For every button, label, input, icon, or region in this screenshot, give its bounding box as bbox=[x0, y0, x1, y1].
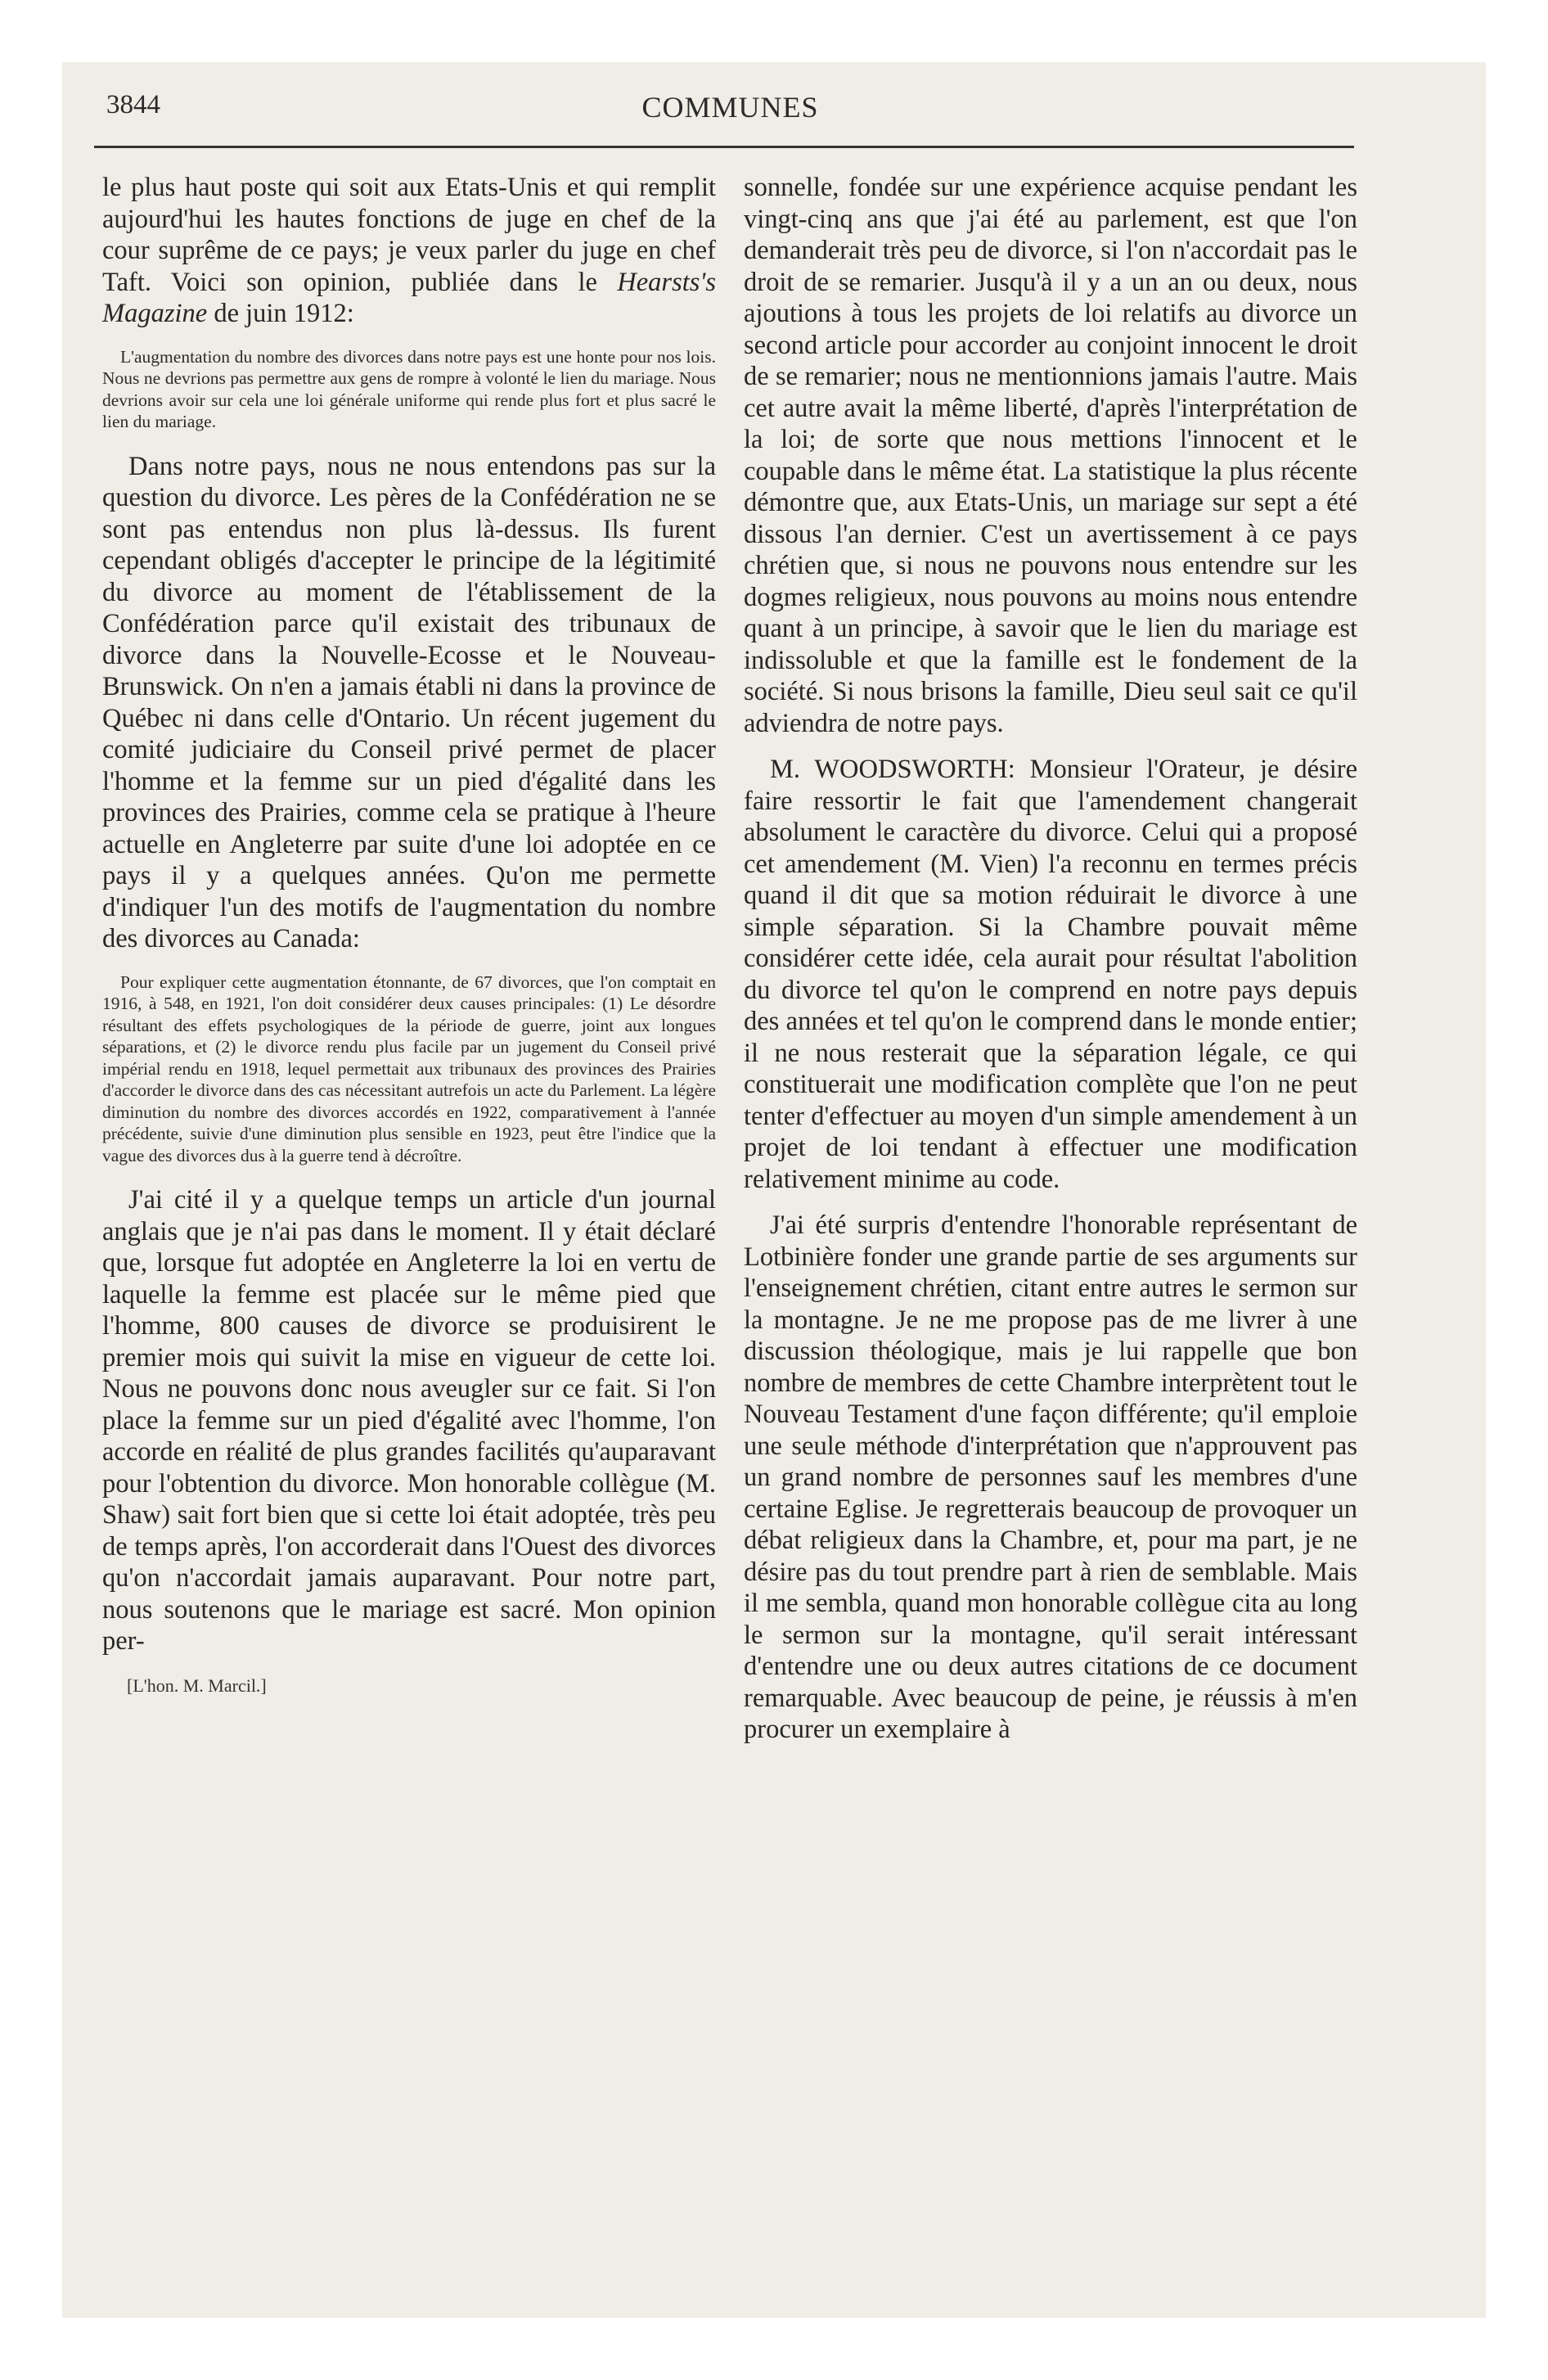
page-number: 3844 bbox=[106, 90, 160, 119]
left-column bbox=[102, 172, 716, 1697]
left-paragraph-1-text: le plus haut poste qui soit aux Etats-Unis et qui remplit aujourd'hui les hautes fonctions de juge en chef de la cour suprême de ce pays; je veux parler du juge en chef Taft. Voici son opinion, publiée dans le bbox=[102, 173, 716, 297]
speaker-footnote: [L'hon. M. Marcil.] bbox=[127, 1675, 267, 1696]
left-paragraph-2: Dans notre pays, nous ne nous entendons pas sur la question du divorce. Les pères de la Confédération ne se sont pas entendus non plus là-dessus. Ils furent cependant obligés d'accepter le principe de la légitimité du divorce au moment de l'établissement de la Confédération parce qu'il existait des tribunaux de divorce dans la Nouvelle-Ecosse et le Nouveau-Brunswick. On n'en a jamais établi ni dans la province de Québec ni dans celle d'Ontario. Un récent jugement du comité judiciaire du Conseil privé permet de placer l'homme et la femme sur un pied d'égalité dans les provinces des Prairies, comme cela se pratique à l'heure actuelle en Angleterre par suite d'une loi adoptée en ce pays il y a quelques années. Qu'on me permette d'indiquer l'un des motifs de l'augmentation du nombre des divorces au Canada: bbox=[102, 451, 716, 953]
right-paragraph-3: J'ai été surpris d'entendre l'honorable représentant de Lotbinière fonder une grande partie de ses arguments sur l'enseignement chrétien, citant entre autres le sermon sur la montagne. Je ne me propose pas de me livrer à une discussion théologique, mais je lui rappelle que bon nombre de membres de cette Chambre interprètent tout le Nouveau Testament d'une façon différente; qu'il emploie une seule méthode d'interprétation que n'approuvent pas un grand nombre de personnes sauf les membres d'une certaine Eglise. Je regretterais beaucoup de provoquer un débat religieux dans la Chambre, et, pour ma part, je ne désire pas du tout prendre part à rien de semblable. Mais il me sembla, quand mon honorable collègue cita au long le sermon sur la montagne, qu'il serait intéressant d'entendre une ou deux autres citations de ce document remarquable. Avec beaucoup de peine, je réussis à m'en procurer un exemplaire à bbox=[744, 1210, 1357, 1744]
page-header bbox=[106, 90, 1354, 139]
left-paragraph-1 bbox=[102, 172, 716, 330]
left-paragraph-1-end: de juin 1912: bbox=[207, 299, 354, 328]
running-title: COMMUNES bbox=[641, 91, 819, 124]
right-paragraph-1: sonnelle, fondée sur une expérience acquise pendant les vingt-cinq ans que j'ai été au parlement, est que l'on demanderait très peu de divorce, si l'on n'accordait pas le droit de se remarier. Jusqu'à il y a un an ou deux, nous ajoutions à tous les projets de loi relatifs au divorce un second article pour accorder au conjoint innocent le droit de se remarier; nous ne mentionnions jamais l'autre. Mais cet autre avait la même liberté, d'après l'interprétation de la loi; de sorte que nous mettions l'innocent et le coupable dans le même état. La statistique la plus récente démontre que, aux Etats-Unis, un mariage sur sept a été dissous l'an dernier. C'est un avertissement à ce pays chrétien que, si nous ne pouvons nous entendre sur les dogmes religieux, nous pouvons au moins nous entendre quant à un principe, à savoir que le lien du mariage est indissoluble et que la famille est le fondement de la société. Si nous brisons la famille, Dieu seul sait ce qu'il adviendra de notre pays. bbox=[744, 173, 1357, 738]
quote-taft: L'augmentation du nombre des divorces dans notre pays est une honte pour nos lois. Nous ne devrions pas permettre aux gens de rompre à volonté le lien du mariage. Nous devrions avoir sur cela une loi générale uniforme qui rende plus fort et plus sacré le lien du mariage. bbox=[102, 346, 716, 431]
header-rule bbox=[94, 146, 1354, 148]
magazine-title: Hearsts's Magazine bbox=[102, 267, 716, 328]
right-paragraph-2: M. WOODSWORTH: Monsieur l'Orateur, je désire faire ressortir le fait que l'amendement changerait absolument le caractère du divorce. Celui qui a proposé cet amendement (M. Vien) l'a reconnu en termes précis quand il dit que sa motion réduirait le divorce à une simple séparation. Si la Chambre pouvait même considérer cette idée, cela aurait pour résultat l'abolition du divorce tel qu'on le comprend en notre pays depuis des années et tel qu'on le comprend dans le monde entier; il ne nous resterait que la séparation légale, ce qui constituerait une modification complète que l'on ne peut tenter d'effectuer au moyen d'un simple amendement à un projet de loi tendant à effectuer une modification relativement minime au code. bbox=[744, 755, 1357, 1194]
right-column bbox=[744, 172, 1357, 1746]
left-paragraph-3: J'ai cité il y a quelque temps un article d'un journal anglais que je n'ai pas dans le moment. Il y était déclaré que, lorsque fut adoptée en Angleterre la loi en vertu de laquelle la femme est placée sur le même pied que l'homme, 800 causes de divorce se produisirent le premier mois qui suivit la mise en vigueur de cette loi. Nous ne pouvons donc nous aveugler sur ce fait. Si l'on place la femme sur un pied d'égalité avec l'homme, l'on accorde en réalité de plus grandes facilités qu'auparavant pour l'obtention du divorce. Mon honorable collègue (M. Shaw) sait fort bien que si cette loi était adoptée, très peu de temps après, l'on accorderait dans l'Ouest des divorces qu'on n'accordait jamais auparavant. Pour notre part, nous soutenons que le mariage est sacré. Mon opinion per- bbox=[102, 1185, 716, 1656]
quote-statistics: Pour expliquer cette augmentation étonnante, de 67 divorces, que l'on comptait en 1916, à 548, en 1921, l'on doit considérer deux causes principales: (1) Le désordre résultant des effets psychologiques de la période de guerre, joint aux longues séparations, et (2) le divorce rendu plus facile par un jugement du Conseil privé impérial rendu en 1918, lequel permettait aux tribunaux des provinces des Prairies d'accorder le divorce dans des cas nécessitant autrefois un acte du Parlement. La légère diminution du nombre des divorces accordés en 1922, comparativement à l'année précédente, suivie d'une diminution plus sensible en 1923, peut être l'indice que la vague des divorces dus à la guerre tend à décroître. bbox=[102, 971, 716, 1165]
